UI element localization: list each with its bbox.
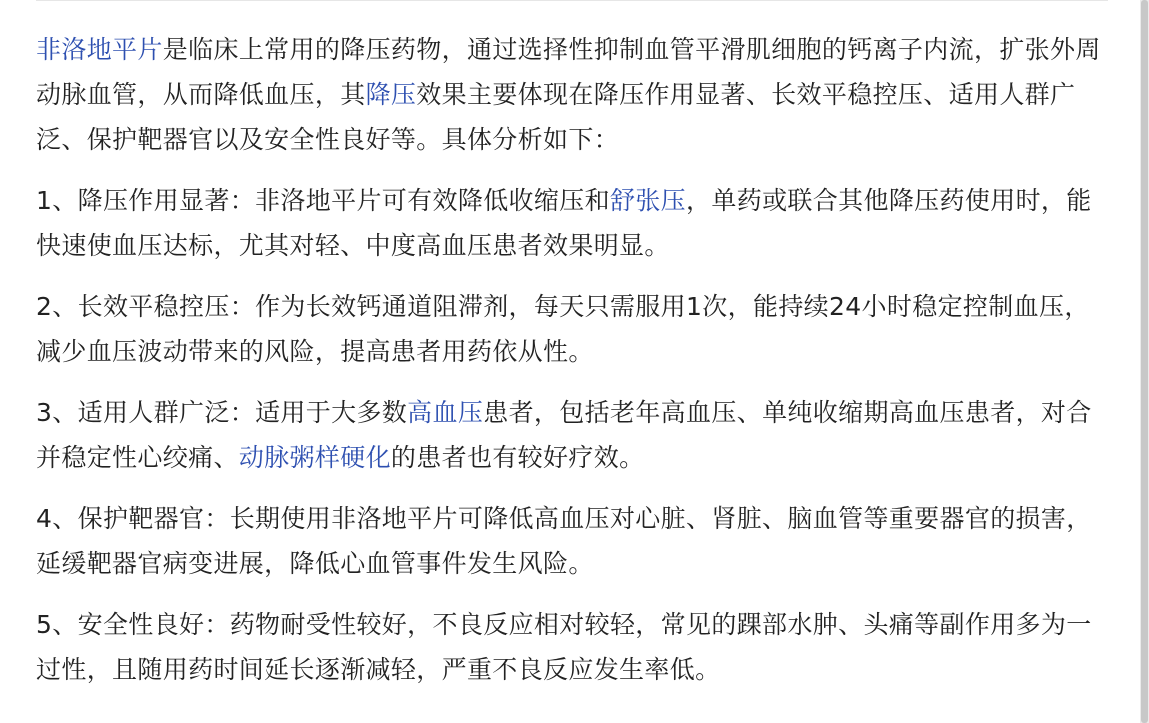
point-1-paragraph [36, 178, 1112, 268]
point-4-text-1: 4、保护靶器官：长期使用非洛地平片可降低高血压对心脏、肾脏、脑血管等重要器官的损害，延缓靶器官病变进展，降低心血管事件发生风险。 [36, 504, 1092, 578]
point-3-paragraph [36, 390, 1112, 480]
scrollbar-thumb[interactable] [1141, 0, 1148, 723]
point-3-text-1: 3、适用人群广泛：适用于大多数 [36, 398, 408, 427]
intro-text-2: 效果主要体现在降压作用显著、长效平稳控压、适用人群广泛、保护靶器官以及安全性良好等。具体分析如下： [36, 80, 1076, 154]
point-3-text-2: 患者，包括老年高血压、单纯收缩期高血压患者，对合并稳定性心绞痛、 [36, 398, 1092, 472]
point-1-text-1: 1、降压作用显著：非洛地平片可有效降低收缩压和 [36, 186, 610, 215]
link-hypertension[interactable]: 高血压 [407, 398, 484, 427]
point-2-text-1: 2、长效平稳控压：作为长效钙通道阻滞剂，每天只需服用1次，能持续24小时稳定控制血压，减少血压波动带来的风险，提高患者用药依从性。 [36, 292, 1090, 366]
point-1-text-2: ，单药或联合其他降压药使用时，能快速使血压达标，尤其对轻、中度高血压患者效果明显。 [36, 186, 1092, 260]
link-felodipine-tablets[interactable]: 非洛地平片 [36, 35, 163, 64]
point-3-text-3: 的患者也有较好疗效。 [390, 443, 645, 472]
intro-paragraph [36, 27, 1112, 162]
point-4-paragraph [36, 496, 1112, 586]
point-2-paragraph [36, 284, 1112, 374]
link-atherosclerosis[interactable]: 动脉粥样硬化 [238, 443, 391, 472]
top-divider [36, 0, 1108, 1]
link-antihypertensive[interactable]: 降压 [365, 80, 417, 109]
point-5-paragraph [36, 602, 1112, 692]
link-diastolic-pressure[interactable]: 舒张压 [609, 186, 687, 215]
intro-text-1: 是临床上常用的降压药物，通过选择性抑制血管平滑肌细胞的钙离子内流，扩张外周动脉血管，从而降低血压，其 [36, 35, 1101, 109]
article-body [36, 27, 1112, 708]
point-5-text-1: 5、安全性良好：药物耐受性较好，不良反应相对较轻，常见的踝部水肿、头痛等副作用多为一过性，且随用药时间延长逐渐减轻，严重不良反应发生率低。 [36, 610, 1092, 684]
